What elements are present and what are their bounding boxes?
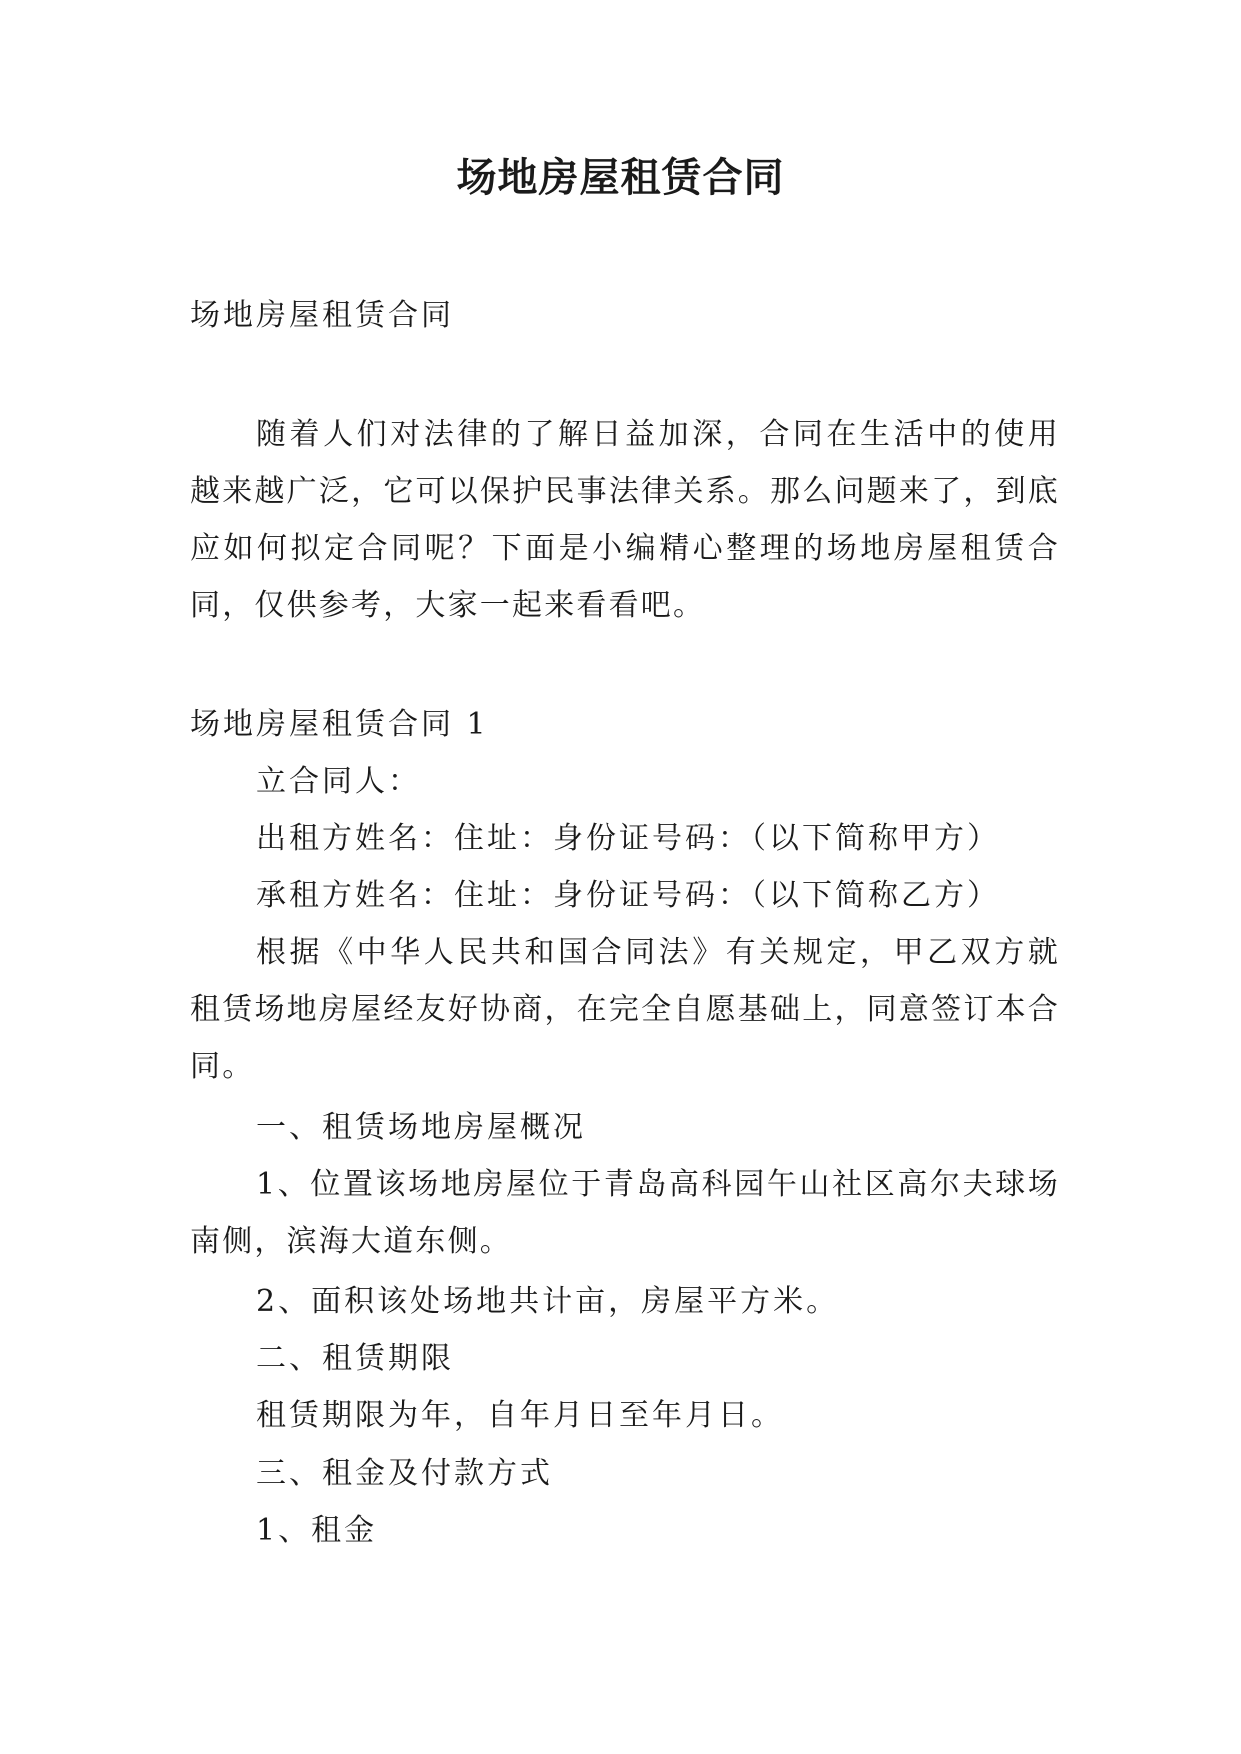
lessee-line: 承租方姓名：住址：身份证号码：（以下简称乙方） (256, 878, 1000, 913)
lessor-line: 出租方姓名：住址：身份证号码：（以下简称甲方） (256, 821, 1000, 856)
clause-3-heading: 三、租金及付款方式 (256, 1456, 553, 1491)
document-subtitle: 场地房屋租赁合同 (190, 298, 454, 333)
clause-1-item-2: 2、面积该处场地共计亩，房屋平方米。 (256, 1284, 840, 1319)
parties-label: 立合同人： (256, 764, 421, 799)
clause-1-item-1: 1、位置该场地房屋位于青岛高科园午山社区高尔夫球场南侧，滨海大道东侧。 (190, 1167, 1060, 1259)
clause-1-heading: 一、租赁场地房屋概况 (256, 1110, 586, 1145)
section-heading: 场地房屋租赁合同 1 (190, 707, 489, 742)
intro-paragraph: 随着人们对法律的了解日益加深，合同在生活中的使用越来越广泛，它可以保护民事法律关系。那么问题来了，到底应如何拟定合同呢？下面是小编精心整理的场地房屋租赁合同，仅供参考，大家一起来看看吧。 (190, 417, 1060, 623)
clause-2-body: 租赁期限为年，自年月日至年月日。 (256, 1398, 784, 1433)
clause-2-heading: 二、租赁期限 (256, 1341, 454, 1376)
clause-3-item-1: 1、租金 (256, 1513, 378, 1548)
document-title: 场地房屋租赁合同 (456, 154, 785, 201)
basis-paragraph: 根据《中华人民共和国合同法》有关规定，甲乙双方就租赁场地房屋经友好协商，在完全自愿基础上，同意签订本合同。 (190, 935, 1060, 1084)
